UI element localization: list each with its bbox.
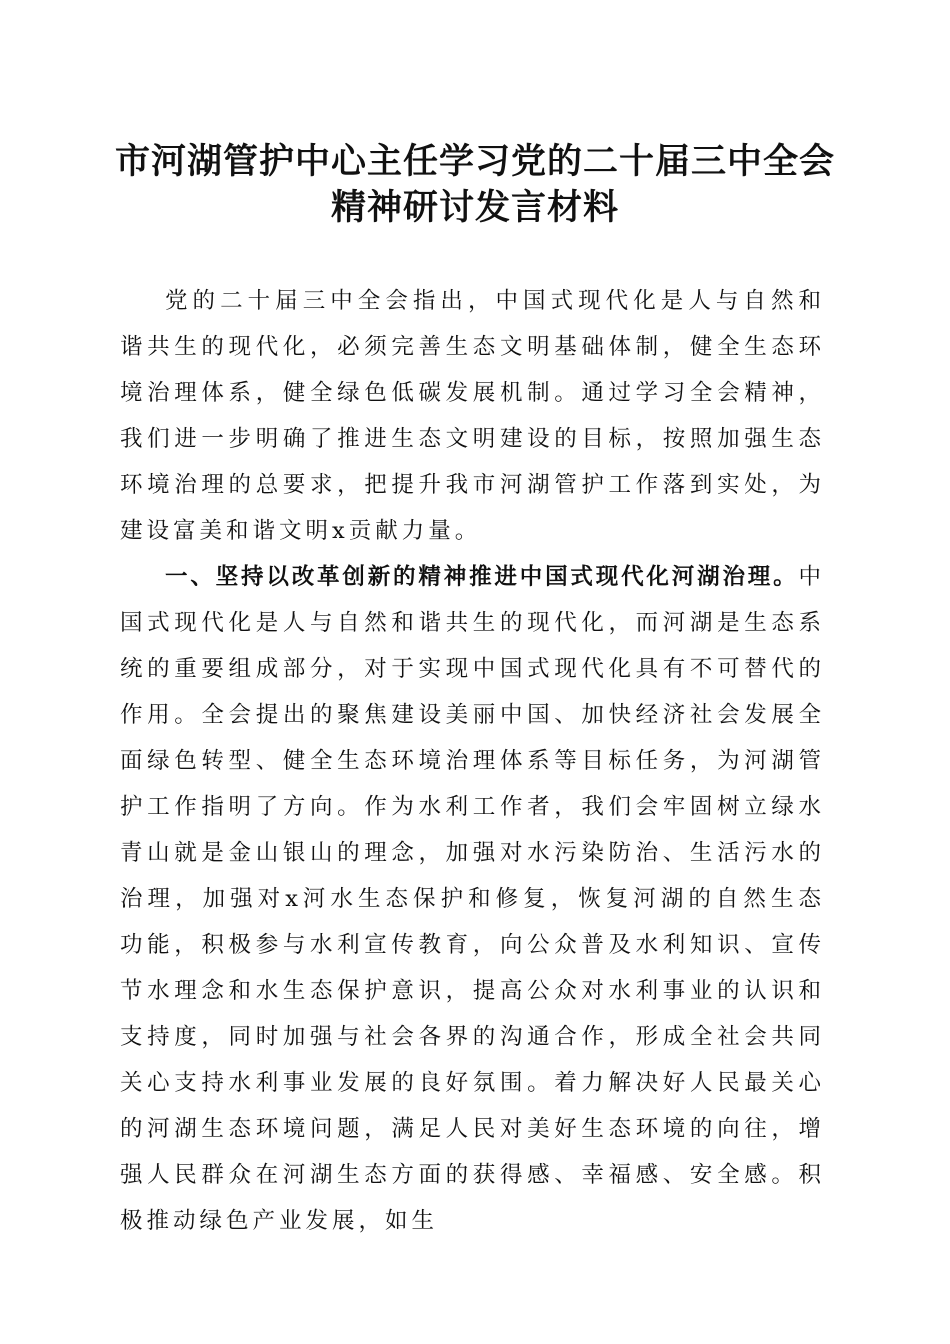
paragraph-text: 中国式现代化是人与自然和谐共生的现代化，而河湖是生态系统的重要组成部分，对于实现中国式现代化具有不可替代的作用。全会提出的聚焦建设美丽中国、加快经济社会发展全面绿色转型、健全生态环境治理体系等目标任务，为河湖管护工作指明了方向。作为水利工作者，我们会牢固树立绿水青山就是金山银山的理念，加强对水污染防治、生活污水的治理，加强对x河水生态保护和修复，恢复河湖的自然生态功能，积极参与水利宣传教育，向公众普及水利知识、宣传节水理念和水生态保护意识，提高公众对水利事业的认识和支持度，同时加强与社会各界的沟通合作，形成全社会共同关心支持水利事业发展的良好氛围。着力解决好人民最关心的河湖生态环境问题，满足人民对美好生态环境的向往，增强人民群众在河湖生态方面的获得感、幸福感、安全感。积极推动绿色产业发展，如生 bbox=[120, 564, 825, 1234]
body-paragraph-section-1 bbox=[120, 554, 825, 1244]
document-title-line-1: 市河湖管护中心主任学习党的二十届三中全会 bbox=[114, 142, 835, 182]
section-heading: 一、坚持以改革创新的精神推进中国式现代化河湖治理。 bbox=[165, 564, 799, 590]
document-title-line-2: 精神研讨发言材料 bbox=[330, 188, 619, 228]
document-body bbox=[120, 278, 825, 1244]
paragraph-text: 党的二十届三中全会指出，中国式现代化是人与自然和谐共生的现代化，必须完善生态文明基础体制，健全生态环境治理体系，健全绿色低碳发展机制。通过学习全会精神，我们进一步明确了推进生态文明建设的目标，按照加强生态环境治理的总要求，把提升我市河湖管护工作落到实处，为建设富美和谐文明x贡献力量。 bbox=[120, 288, 825, 544]
body-paragraph-intro bbox=[120, 278, 825, 554]
